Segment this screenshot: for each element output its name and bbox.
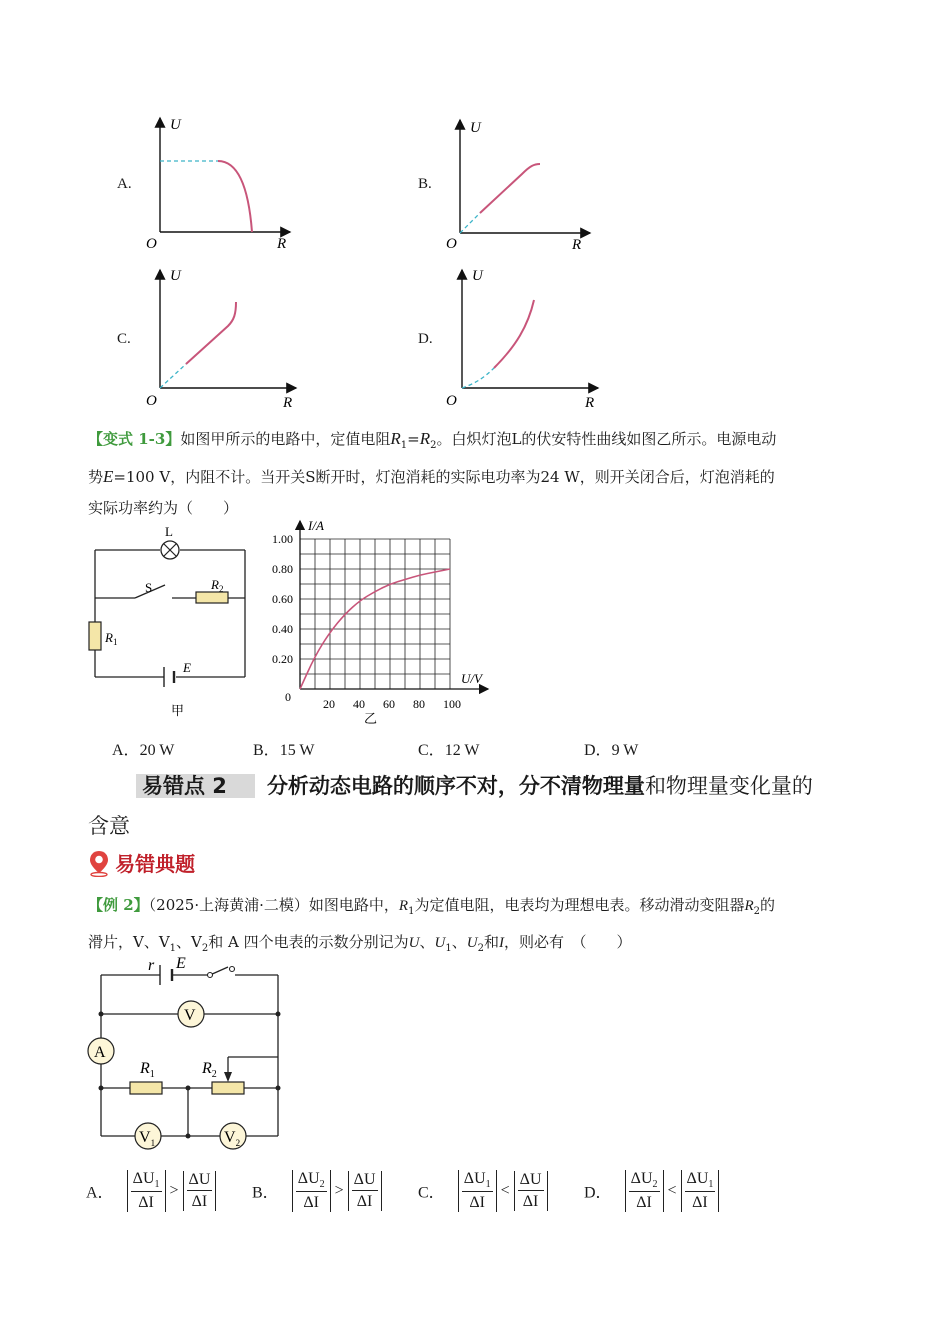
r1-label: $R_1$ xyxy=(140,1060,155,1080)
equals-sign: = xyxy=(407,430,420,448)
svg-text:V: V xyxy=(184,1007,196,1024)
resistor-r1 xyxy=(89,622,101,650)
r1-label: $R_1$ xyxy=(105,630,118,647)
variant-tag: 【变式 1-3】 xyxy=(88,430,181,448)
switch-label: S xyxy=(145,580,153,595)
example-text: 和 A 四个电表的示数分别记为 xyxy=(208,933,409,951)
option-d[interactable]: D．9 W xyxy=(584,742,639,759)
x-axis-label: R xyxy=(277,236,287,252)
option-a[interactable]: A．20 W xyxy=(112,742,175,759)
y-axis-label: U xyxy=(472,268,483,284)
y-tick-label: 0.80 xyxy=(272,562,293,576)
example-text: （2025·上海黄浦·二模）如图电路中， xyxy=(148,896,399,914)
example-text: 滑片，V、V xyxy=(88,933,170,951)
variant-text: 如图甲所示的电路中，定值电阻 xyxy=(180,430,391,448)
y-tick-label: 1.00 xyxy=(272,532,293,546)
option-d[interactable]: D． $\frac{\Delta U_2}{\Delta I}$ < $\frac{\Delta U_1}{\Delta I}$ xyxy=(584,1170,719,1212)
y-tick-label: 0.20 xyxy=(272,652,293,666)
iv-chart xyxy=(268,515,498,728)
x-axis-label: R xyxy=(572,237,582,253)
r2-symbol: R xyxy=(419,429,431,448)
origin-label: O xyxy=(146,236,157,252)
x-tick-label: 100 xyxy=(443,697,461,711)
x-tick-label: 60 xyxy=(383,697,395,711)
r1-subscript: 1 xyxy=(400,440,408,451)
ammeter-a xyxy=(88,1038,114,1064)
variant-text: 。白炽灯泡L的伏安特性曲线如图乙所示。电源电动 xyxy=(436,430,777,448)
r2-label: $R_2$ xyxy=(211,577,224,594)
x-tick-label: 80 xyxy=(413,697,425,711)
rheostat-r2 xyxy=(212,1082,244,1094)
u1-symbol: U xyxy=(434,935,446,951)
option-c[interactable]: C．12 W xyxy=(418,742,480,759)
option-a[interactable]: A． $\frac{\Delta U_1}{\Delta I}$ > $\frac{\Delta U}{\Delta I}$ xyxy=(86,1170,216,1212)
dashed-segment xyxy=(160,364,186,388)
e-label: E xyxy=(176,955,186,972)
v2-subscript: 2 xyxy=(201,943,209,954)
switch-terminal xyxy=(208,973,213,978)
r-label: r xyxy=(148,957,155,974)
r2-symbol: R xyxy=(744,898,754,914)
curve xyxy=(494,300,534,368)
section-title-continued: 含意 xyxy=(88,814,130,838)
slider-arrow-icon xyxy=(224,1072,232,1082)
curve xyxy=(480,164,540,213)
variant-text: 实际功率约为（ ） xyxy=(88,499,239,517)
example-text: 和 xyxy=(483,933,499,951)
junction-dots xyxy=(99,1012,281,1139)
option-a-label: A. xyxy=(117,176,132,192)
svg-text:V2: $V_2$ xyxy=(224,1129,241,1148)
x-axis-label: R xyxy=(283,395,293,411)
separator: 、 xyxy=(451,933,467,951)
dashed-segment xyxy=(462,368,494,388)
y-axis-label: I/A xyxy=(308,518,324,533)
option-b-label: B. xyxy=(418,176,432,192)
switch-terminal xyxy=(230,967,235,972)
y-axis-label: U xyxy=(170,268,181,284)
example-text: 、V xyxy=(176,933,202,951)
u2-symbol: U xyxy=(466,935,478,951)
example-text: 为定值电阻，电表均为理想电表。移动滑动变阻器 xyxy=(414,896,745,914)
variant-text: 势 xyxy=(88,468,104,486)
example-text: ，则必有 （ ） xyxy=(503,933,632,951)
variant-text: =100 V，内阻不计。当开关S断开时，灯泡消耗的实际电功率为24 W，则开关闭合后，灯泡消耗的 xyxy=(113,468,775,486)
example-text: 的 xyxy=(760,896,776,914)
resistor-r1 xyxy=(130,1082,162,1094)
v1-subscript: 1 xyxy=(169,943,177,954)
svg-text:V1: $V_1$ xyxy=(139,1129,156,1148)
graph-b xyxy=(440,114,600,259)
origin-label: O xyxy=(446,393,457,409)
circuit-example xyxy=(80,950,300,1155)
i-symbol: I xyxy=(498,935,504,951)
y-axis-label: U xyxy=(470,120,481,136)
typical-title-text: 易错典题 xyxy=(115,852,196,876)
u2-subscript: 2 xyxy=(477,943,484,954)
r1-symbol: R xyxy=(390,429,401,448)
r2-subscript: 2 xyxy=(430,440,437,451)
voltmeter-v1 xyxy=(135,1123,161,1149)
curve xyxy=(186,302,236,364)
r1-symbol: R xyxy=(398,898,409,914)
dashed-segment xyxy=(460,213,480,233)
r2-label: $R_2$ xyxy=(202,1060,217,1080)
lamp-label: L xyxy=(165,524,173,539)
variant-question xyxy=(88,423,868,524)
example-tag: 【例 2】 xyxy=(88,896,149,914)
u1-subscript: 1 xyxy=(445,943,452,954)
option-b[interactable]: B．15 W xyxy=(253,742,315,759)
option-c[interactable]: C． $\frac{\Delta U_1}{\Delta I}$ < $\frac{\Delta U}{\Delta I}$ xyxy=(418,1170,548,1212)
e-symbol: E xyxy=(103,467,114,486)
figure-caption: 乙 xyxy=(364,711,378,726)
y-tick-label: 0.60 xyxy=(272,592,293,606)
voltmeter-v2 xyxy=(220,1123,246,1149)
e-label: E xyxy=(183,660,191,675)
figure-caption: 甲 xyxy=(171,703,185,718)
graph-a xyxy=(140,110,300,255)
origin-label: 0 xyxy=(285,690,291,704)
y-axis-label: U xyxy=(170,117,181,133)
graph-d xyxy=(442,262,607,412)
r1-subscript: 1 xyxy=(408,906,415,917)
section-heading xyxy=(136,770,813,801)
origin-label: O xyxy=(146,393,157,409)
circuit-jia xyxy=(80,520,260,725)
location-pin-icon xyxy=(88,849,110,877)
curve xyxy=(218,161,252,232)
u-symbol: U xyxy=(408,935,420,951)
typical-title xyxy=(88,848,195,877)
x-axis-label: U/V xyxy=(461,671,482,686)
option-b[interactable]: B． $\frac{\Delta U_2}{\Delta I}$ > $\frac{\Delta U}{\Delta I}$ xyxy=(252,1170,382,1212)
lamp-icon xyxy=(161,541,179,559)
y-tick-label: 0.40 xyxy=(272,622,293,636)
x-tick-label: 20 xyxy=(323,697,335,711)
origin-label: O xyxy=(446,236,457,252)
r2-subscript: 2 xyxy=(753,906,760,917)
section-title-bold: 分析动态电路的顺序不对，分不清物理量 xyxy=(266,774,645,798)
chart-grid xyxy=(300,539,450,689)
graph-c xyxy=(140,262,305,412)
battery-icon xyxy=(164,667,174,687)
x-axis-label: R xyxy=(585,395,595,411)
option-c-label: C. xyxy=(117,331,131,347)
svg-text:A: A xyxy=(94,1044,106,1061)
separator: 、 xyxy=(419,933,435,951)
section-tag: 易错点 2 xyxy=(136,774,255,798)
option-d-label: D. xyxy=(418,331,433,347)
section-title: 和物理量变化量的 xyxy=(644,774,813,798)
x-tick-label: 40 xyxy=(353,697,365,711)
battery-icon xyxy=(160,965,172,985)
voltmeter-v xyxy=(178,1001,204,1027)
